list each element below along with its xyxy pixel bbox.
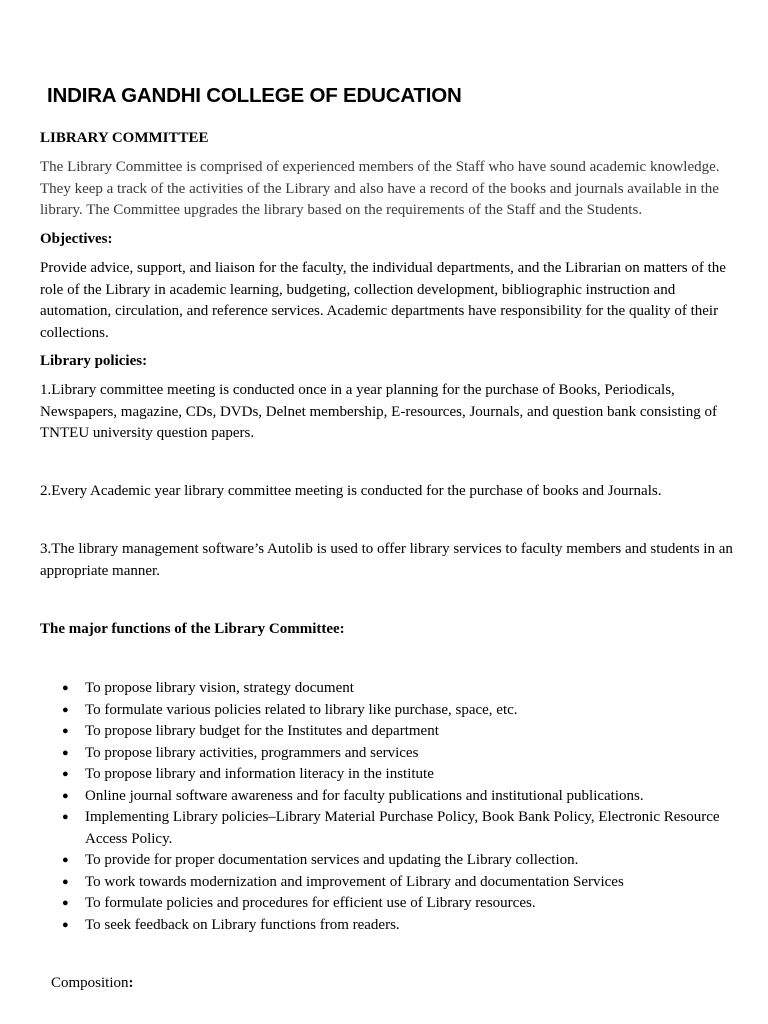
major-functions-heading: The major functions of the Library Committee: xyxy=(40,621,345,637)
policy-item-2: 2.Every Academic year library committee meeting is conducted for the purchase of books and Journals. xyxy=(40,483,662,499)
policy-item-1: 1.Library committee meeting is conducted once in a year planning for the purchase of Books, Periodicals, Newspapers, magazine, CDs, DVDs, Delnet membership, E-resources, Journals, and question bank consisting of TNTEU university question papers. xyxy=(40,382,717,441)
bullet-icon: ● xyxy=(62,875,69,888)
library-committee-heading: LIBRARY COMMITTEE xyxy=(40,130,209,146)
list-item-text: To work towards modernization and improvement of Library and documentation Services xyxy=(85,873,624,890)
functions-list xyxy=(62,678,742,936)
list-item xyxy=(62,893,742,915)
list-item-text: To formulate policies and procedures for efficient use of Library resources. xyxy=(85,895,536,911)
objectives-paragraph: Provide advice, support, and liaison for the faculty, the individual departments, and the Librarian on matters of the role of the Library in academic learning, budgeting, collection development, bibliographic instruction and automation, circulation, and reference services. Academic departments have responsibility for the quality of their collections. xyxy=(40,260,726,341)
composition-colon: : xyxy=(128,975,134,991)
list-item-text: To propose library vision, strategy document xyxy=(85,680,354,696)
bullet-icon: ● xyxy=(62,789,69,802)
list-item xyxy=(62,786,742,808)
policy-item-3: 3.The library management software’s Autolib is used to offer library services to faculty members and students in an appropriate manner. xyxy=(40,541,733,579)
composition-heading xyxy=(51,973,134,995)
list-item-text: To propose library activities, programmers and services xyxy=(85,744,419,761)
bullet-icon: ● xyxy=(62,682,69,694)
list-item-text: To propose library budget for the Institutes and department xyxy=(85,723,439,739)
composition-label: Composition xyxy=(51,975,129,991)
list-item-text: To propose library and information literacy in the institute xyxy=(85,766,434,782)
bullet-icon: ● xyxy=(62,811,69,823)
list-item-text: Online journal software awareness and for faculty publications and institutional publications. xyxy=(85,787,644,804)
bullet-icon: ● xyxy=(62,746,69,759)
list-item-text: To seek feedback on Library functions from readers. xyxy=(85,916,400,933)
bullet-icon: ● xyxy=(62,703,69,716)
library-policies-heading: Library policies: xyxy=(40,353,148,369)
list-item-text: To provide for proper documentation services and updating the Library collection. xyxy=(85,852,579,868)
list-item-text: To formulate various policies related to library like purchase, space, etc. xyxy=(85,701,518,718)
bullet-icon: ● xyxy=(62,897,69,909)
list-item xyxy=(62,721,742,743)
bullet-icon: ● xyxy=(62,854,69,866)
bullet-icon: ● xyxy=(62,918,69,931)
bullet-icon: ● xyxy=(62,768,69,780)
list-item xyxy=(62,764,742,786)
college-title: INDIRA GANDHI COLLEGE OF EDUCATION xyxy=(47,84,462,107)
list-item xyxy=(62,700,742,722)
list-item-text: Implementing Library policies–Library Material Purchase Policy, Book Bank Policy, Electronic Resource Access Policy. xyxy=(85,809,720,847)
bullet-icon: ● xyxy=(62,725,69,737)
list-item xyxy=(62,743,742,765)
objectives-heading: Objectives: xyxy=(40,231,113,247)
list-item xyxy=(62,915,742,937)
list-item xyxy=(62,678,742,700)
list-item xyxy=(62,850,742,872)
list-item xyxy=(62,872,742,894)
list-item xyxy=(62,807,742,850)
intro-paragraph: The Library Committee is comprised of experienced members of the Staff who have sound academic knowledge. They keep a track of the activities of the Library and also have a record of the books and journals available in the library. The Committee upgrades the library based on the requirements of the Staff and the Students. xyxy=(40,159,720,218)
